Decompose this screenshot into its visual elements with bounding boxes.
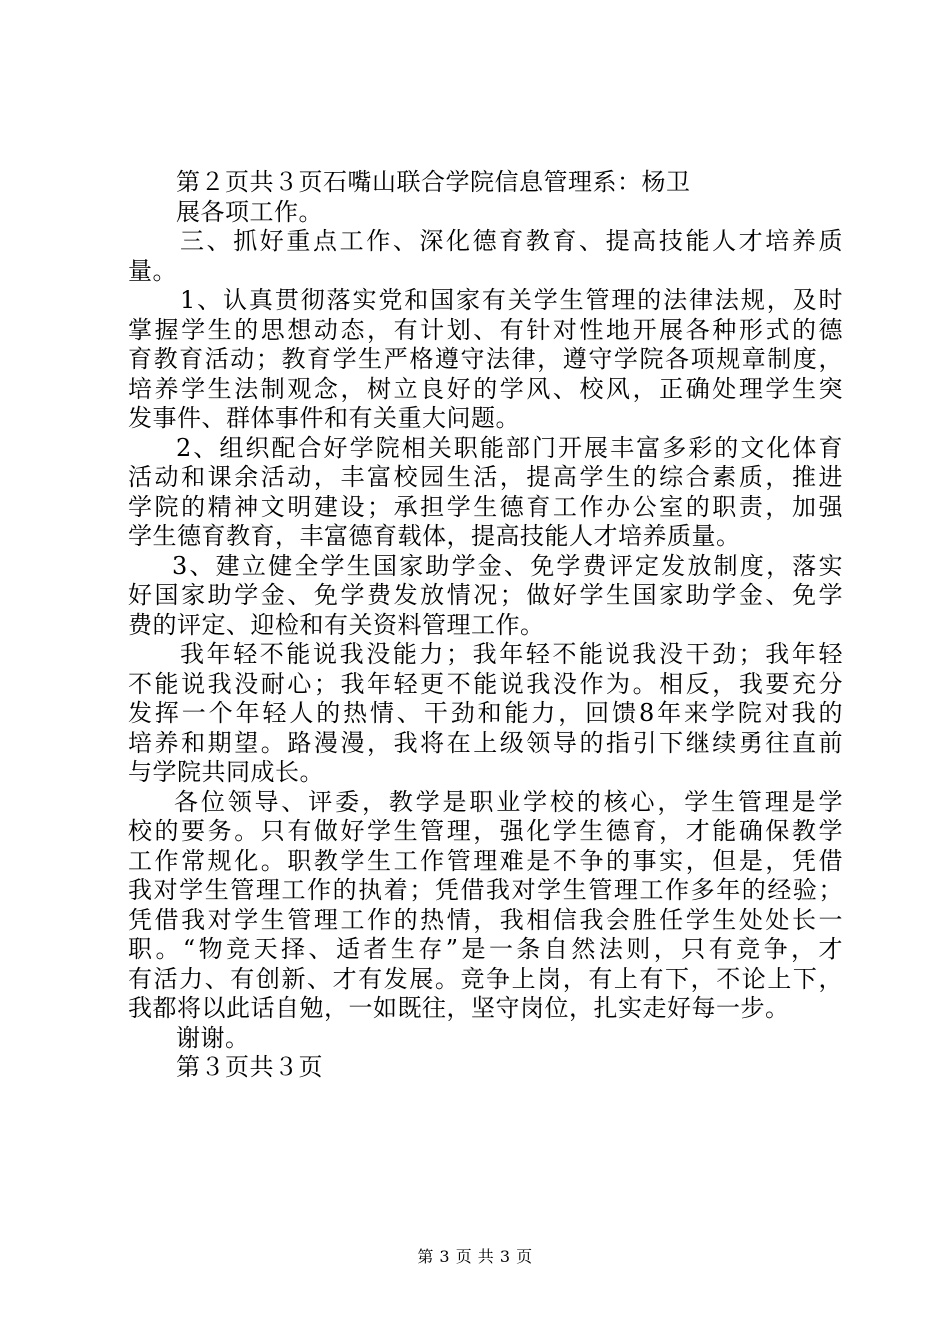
text-line: 我都将以此话自勉，一如既往，坚守岗位，扎实走好每一步。 bbox=[128, 994, 790, 1022]
text-line: 发挥一个年轻人的热情、干劲和能力，回馈8年来学院对我的 bbox=[128, 699, 843, 727]
text-line: 培养学生法制观念，树立良好的学风、校风，正确处理学生突 bbox=[128, 374, 843, 403]
text-line: 量。 bbox=[128, 256, 177, 285]
text-line: 凭借我对学生管理工作的热情，我相信我会胜任学生处处长一 bbox=[128, 905, 843, 934]
text-line: 学生德育教育，丰富德育载体，提高技能人才培养质量。 bbox=[128, 522, 741, 550]
text-line: 2、组织配合好学院相关职能部门开展丰富多彩的文化体育 bbox=[176, 433, 843, 462]
document-body bbox=[128, 168, 843, 1083]
text-line: 学院的精神文明建设；承担学生德育工作办公室的职责，加强 bbox=[128, 492, 843, 521]
text-line: 三、抓好重点工作、深化德育教育、提高技能人才培养质 bbox=[180, 227, 843, 255]
text-line: 不能说我没耐心；我年轻更不能说我没作为。相反，我要充分 bbox=[128, 669, 843, 698]
text-line: 费的评定、迎检和有关资料管理工作。 bbox=[128, 610, 545, 639]
text-line: 有活力、有创新、才有发展。竞争上岗，有上有下，不论上下， bbox=[128, 964, 843, 993]
text-line: 好国家助学金、免学费发放情况；做好学生国家助学金、免学 bbox=[128, 581, 843, 609]
text-line: 育教育活动；教育学生严格遵守法律，遵守学院各项规章制度， bbox=[128, 345, 843, 373]
text-line: 3、建立健全学生国家助学金、免学费评定发放制度，落实 bbox=[172, 551, 843, 580]
text-line: 展各项工作。 bbox=[176, 197, 323, 226]
text-line: 第２页共３页石嘴山联合学院信息管理系：杨卫 bbox=[176, 168, 691, 196]
text-line: 活动和课余活动，丰富校园生活，提高学生的综合素质，推进 bbox=[128, 463, 843, 491]
page-footer: 第 3 页 共 3 页 bbox=[417, 1247, 533, 1266]
text-line: 校的要务。只有做好学生管理，强化学生德育，才能确保教学 bbox=[128, 817, 843, 845]
text-line: 发事件、群体事件和有关重大问题。 bbox=[128, 404, 520, 432]
text-line: 职。“物竞天择、适者生存”是一条自然法则，只有竞争，才 bbox=[128, 935, 843, 963]
text-line: 我对学生管理工作的执着；凭借我对学生管理工作多年的经验； bbox=[128, 876, 843, 904]
text-line: 我年轻不能说我没能力；我年轻不能说我没干劲；我年轻 bbox=[180, 640, 843, 668]
text-line: 与学院共同成长。 bbox=[128, 758, 324, 786]
text-line: 1、认真贯彻落实党和国家有关学生管理的法律法规，及时 bbox=[180, 286, 843, 314]
text-line: 工作常规化。职教学生工作管理难是不争的事实，但是，凭借 bbox=[128, 846, 843, 875]
text-line: 掌握学生的思想动态，有计划、有针对性地开展各种形式的德 bbox=[128, 315, 843, 344]
text-line: 培养和期望。路漫漫，我将在上级领导的指引下继续勇往直前 bbox=[128, 728, 843, 757]
text-line: 谢谢。 bbox=[176, 1023, 250, 1052]
text-line: 第３页共３页 bbox=[176, 1053, 323, 1081]
text-line: 各位领导、评委，教学是职业学校的核心，学生管理是学 bbox=[174, 787, 843, 816]
